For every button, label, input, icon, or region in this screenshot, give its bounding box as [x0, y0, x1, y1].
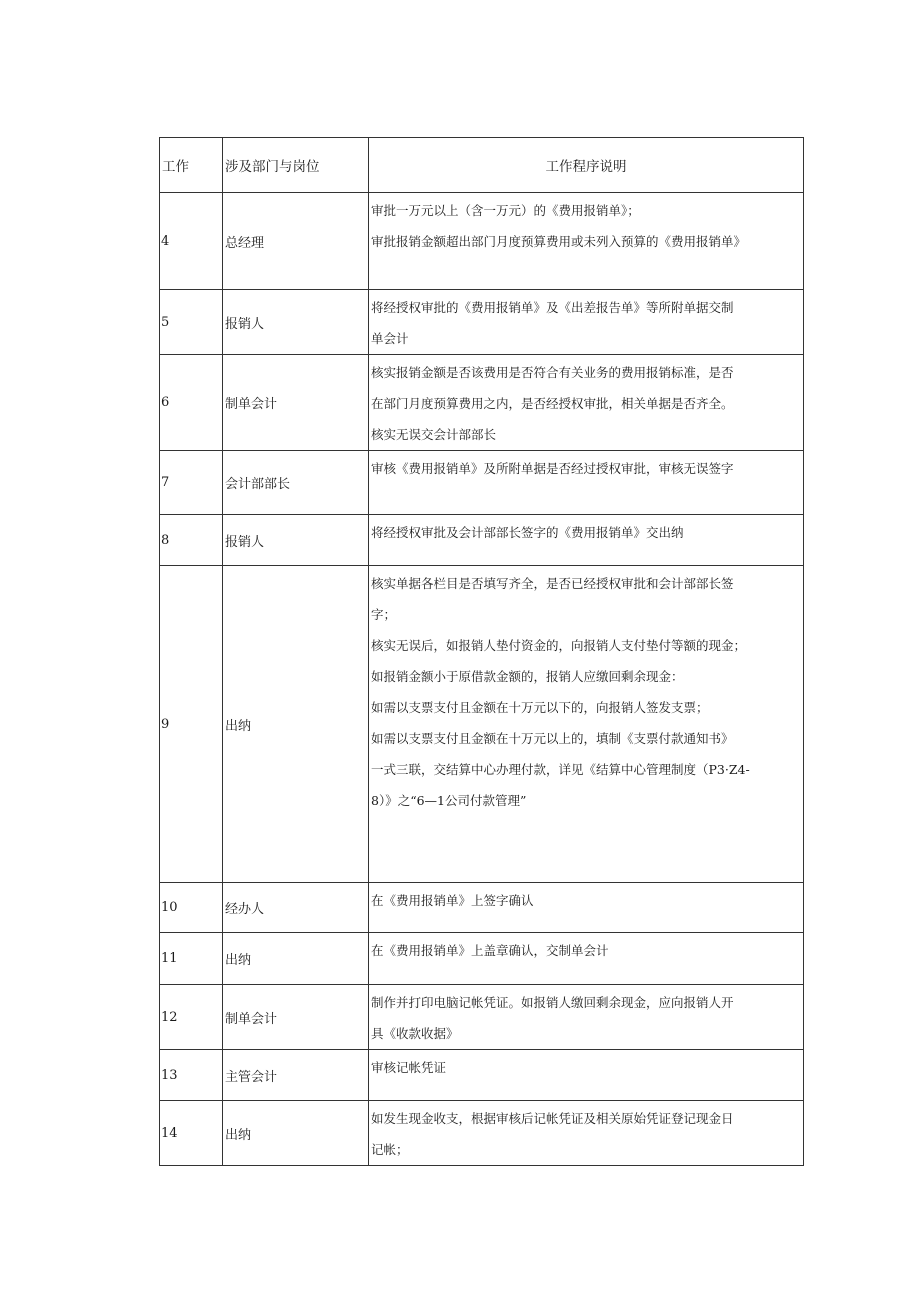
description-line: 将经授权审批的《费用报销单》及《出差报告单》等所附单据交制 [371, 300, 734, 315]
description-line: 核实无误后，如报销人垫付资金的，向报销人支付垫付等额的现金； [371, 638, 747, 653]
step-number: 11 [160, 933, 223, 985]
table-row [160, 883, 804, 933]
step-number: 5 [160, 290, 223, 355]
header-step: 工作 [160, 138, 223, 193]
department-role: 报销人 [223, 290, 369, 355]
step-number: 9 [160, 566, 223, 883]
description-line: 将经授权审批及会计部部长签字的《费用报销单》交出纳 [371, 525, 684, 540]
description-line: 审核《费用报销单》及所附单据是否经过授权审批，审核无误签字 [371, 461, 734, 476]
procedure-description [369, 1050, 804, 1101]
procedure-description [369, 451, 804, 515]
description-line: 如报销金额小于原借款金额的，报销人应缴回剩余现金： [371, 669, 684, 684]
department-role: 经办人 [223, 883, 369, 933]
department-role: 出纳 [223, 1101, 369, 1166]
table-row [160, 566, 804, 883]
table-row [160, 933, 804, 985]
table-row [160, 355, 804, 451]
description-line: 在《费用报销单》上盖章确认，交制单会计 [371, 943, 609, 958]
department-role: 主管会计 [223, 1050, 369, 1101]
procedure-table [159, 137, 804, 1166]
department-role: 报销人 [223, 515, 369, 566]
description-line: 核实无误交会计部部长 [371, 427, 497, 442]
table-row [160, 985, 804, 1050]
table-row [160, 290, 804, 355]
description-line: 审批报销金额超出部门月度预算费用或未列入预算的《费用报销单》 [371, 234, 747, 249]
department-role: 会计部部长 [223, 451, 369, 515]
department-role: 制单会计 [223, 985, 369, 1050]
procedure-description [369, 290, 804, 355]
table-row [160, 193, 804, 290]
table-header-row [160, 138, 804, 193]
description-line: 如发生现金收支，根据审核后记帐凭证及相关原始凭证登记现金日 [371, 1111, 734, 1126]
table-row [160, 515, 804, 566]
header-department-role: 涉及部门与岗位 [223, 138, 369, 193]
description-line: 核实单据各栏目是否填写齐全，是否已经授权审批和会计部部长签 [371, 576, 734, 591]
header-procedure-description: 工作程序说明 [369, 138, 804, 193]
department-role: 制单会计 [223, 355, 369, 451]
procedure-description [369, 355, 804, 451]
step-number: 8 [160, 515, 223, 566]
step-number: 12 [160, 985, 223, 1050]
department-role: 出纳 [223, 933, 369, 985]
procedure-description [369, 883, 804, 933]
description-line: 一式三联，交结算中心办理付款，详见《结算中心管理制度（P3·Z4- [371, 762, 750, 777]
step-number: 4 [160, 193, 223, 290]
description-line: 审批一万元以上（含一万元）的《费用报销单》； [371, 203, 640, 218]
procedure-description [369, 985, 804, 1050]
table-row [160, 1050, 804, 1101]
description-line: 8）》之“6—1公司付款管理” [371, 793, 527, 808]
description-line: 审核记帐凭证 [371, 1060, 447, 1075]
description-line: 在部门月度预算费用之内，是否经授权审批，相关单据是否齐全。 [371, 396, 734, 411]
description-line: 具《收款收据》 [371, 1026, 459, 1041]
description-line: 在《费用报销单》上签字确认 [371, 893, 534, 908]
step-number: 7 [160, 451, 223, 515]
procedure-description [369, 566, 804, 883]
description-line: 如需以支票支付且金额在十万元以下的，向报销人签发支票； [371, 700, 709, 715]
department-role: 总经理 [223, 193, 369, 290]
procedure-description [369, 933, 804, 985]
step-number: 13 [160, 1050, 223, 1101]
step-number: 10 [160, 883, 223, 933]
description-line: 如需以支票支付且金额在十万元以上的，填制《支票付款通知书》 [371, 731, 734, 746]
table-row [160, 1101, 804, 1166]
department-role: 出纳 [223, 566, 369, 883]
description-line: 制作并打印电脑记帐凭证。如报销人缴回剩余现金，应向报销人开 [371, 995, 734, 1010]
step-number: 14 [160, 1101, 223, 1166]
table-row [160, 451, 804, 515]
procedure-description [369, 515, 804, 566]
description-line: 记帐； [371, 1142, 409, 1157]
procedure-description [369, 193, 804, 290]
step-number: 6 [160, 355, 223, 451]
procedure-description [369, 1101, 804, 1166]
description-line: 字； [371, 607, 397, 622]
description-line: 单会计 [371, 331, 409, 346]
description-line: 核实报销金额是否该费用是否符合有关业务的费用报销标准，是否 [371, 365, 734, 380]
